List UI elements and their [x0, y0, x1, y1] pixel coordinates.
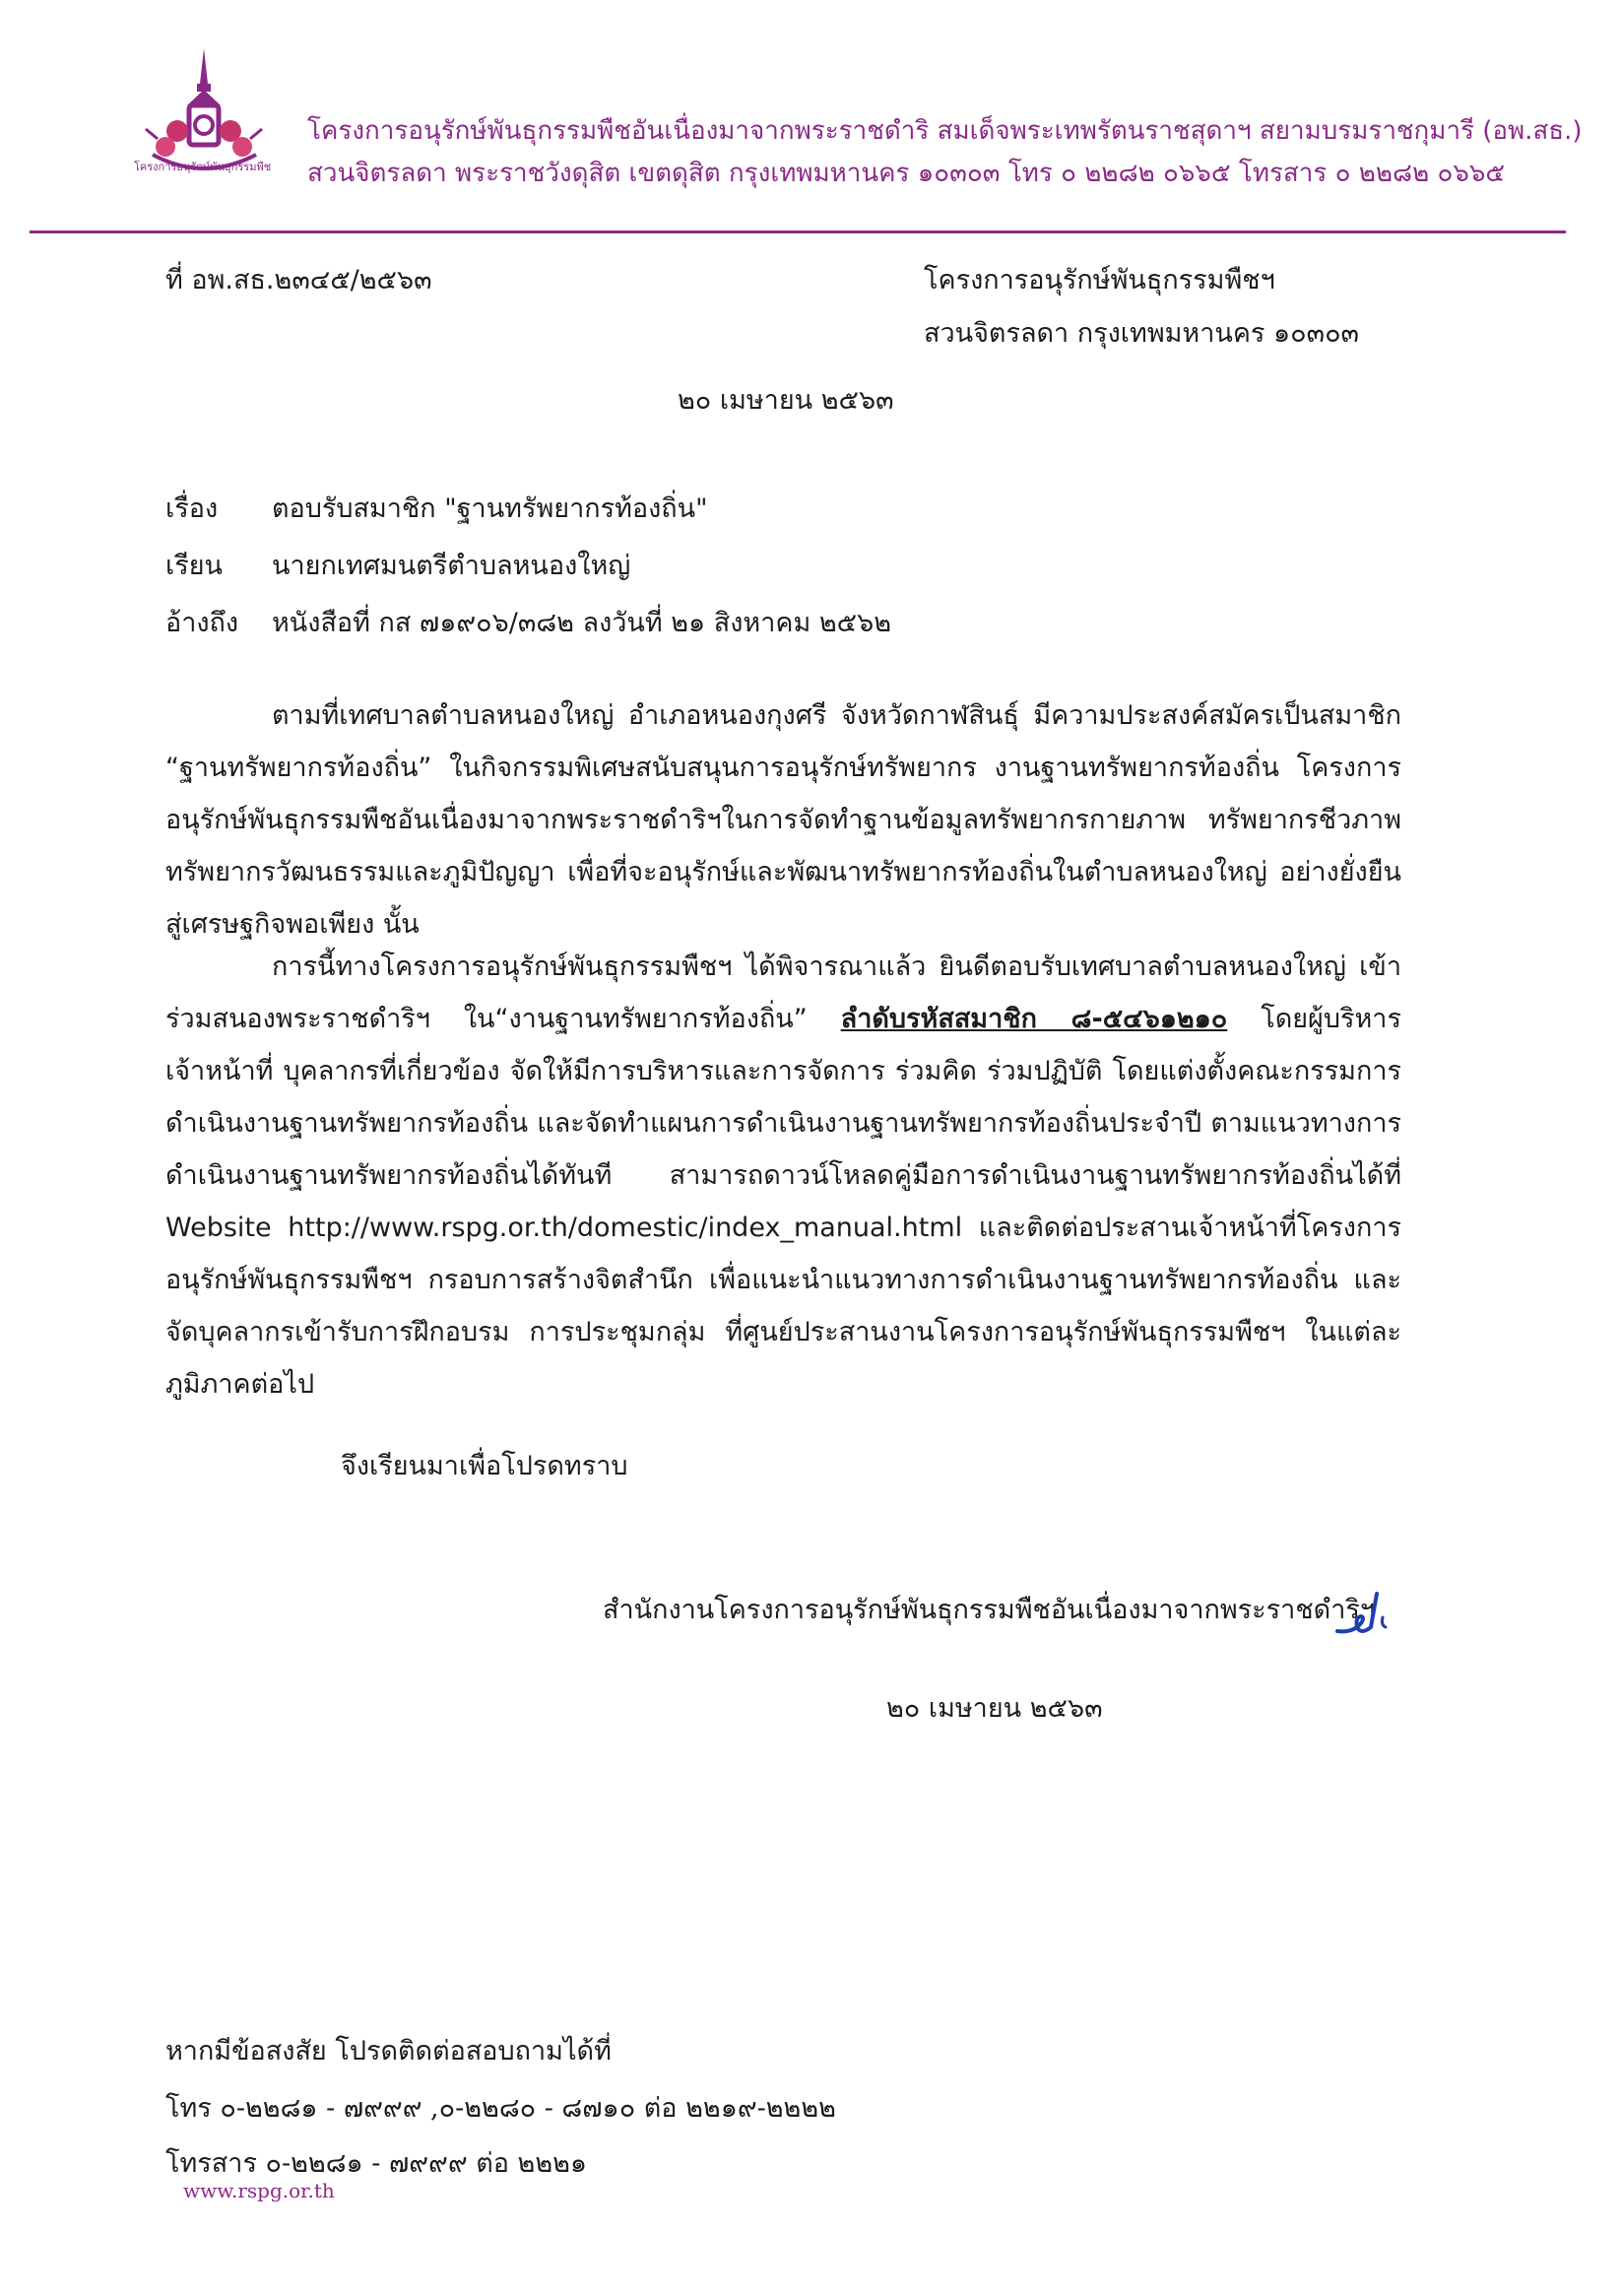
membership-intro: ร่วมสนองพระราชดำริฯ ใน“งานฐานทรัพยากรท้องถิ่น” — [165, 1004, 841, 1034]
reference-label: อ้างถึง — [165, 608, 239, 638]
paragraph-2-line: ดำเนินงานฐานทรัพยากรท้องถิ่นได้ทันที สามารถดาวน์โหลดคู่มือการดำเนินงานฐานทรัพยากรท้องถิ่นได้ที่ — [165, 1160, 1401, 1191]
contact-website: www.rspg.or.th — [183, 2179, 335, 2202]
logo-caption: โครงการอนุรักษ์พันธุกรรมพืช — [134, 161, 272, 173]
subject-value: ตอบรับสมาชิก "ฐานทรัพยากรท้องถิ่น" — [272, 493, 708, 524]
paragraph-2-line: อนุรักษ์พันธุกรรมพืชฯ กรอบการสร้างจิตสำนึก เพื่อแนะนำแนวทางการดำเนินงานฐานทรัพยากรท้องถิ่น และ — [165, 1265, 1401, 1295]
paragraph-2-line-membership — [165, 993, 1401, 1045]
membership-tail: โดยผู้บริหาร — [1227, 1004, 1401, 1034]
letterhead-rule — [30, 230, 1566, 233]
closing-remark: จึงเรียนมาเพื่อโปรดทราบ — [341, 1451, 628, 1481]
paragraph-2-line: ดำเนินงานฐานทรัพยากรท้องถิ่น และจัดทำแผนการดำเนินงานฐานทรัพยากรท้องถิ่นประจำปี ตามแนวทางการ — [165, 1108, 1401, 1139]
paragraph-2-line: ภูมิภาคต่อไป — [165, 1369, 315, 1400]
reference-value: หนังสือที่ กส ๗๑๙๐๖/๓๘๒ ลงวันที่ ๒๑ สิงหาคม ๒๕๖๒ — [272, 608, 892, 638]
paragraph-2-line: การนี้ทางโครงการอนุรักษ์พันธุกรรมพืชฯ ได้พิจารณาแล้ว ยินดีตอบรับเทศบาลตำบลหนองใหญ่ เข้า — [272, 951, 1401, 982]
signature-date: ๒๐ เมษายน ๒๕๖๓ — [886, 1693, 1103, 1724]
letterhead-address: สวนจิตรลดา พระราชวังดุสิต เขตดุสิต กรุงเทพมหานคร ๑๐๓๐๓ โทร ๐ ๒๒๘๒ ๐๖๖๕ โทรสาร ๐ ๒๒๘๒ ๐๖๖๕ — [307, 159, 1506, 188]
sender-name: โครงการอนุรักษ์พันธุกรรมพืชฯ — [924, 265, 1275, 295]
paragraph-2-line: จัดบุคลากรเข้ารับการฝึกอบรม การประชุมกลุ่ม ที่ศูนย์ประสานงานโครงการอนุรักษ์พันธุกรรมพืชฯ ในแต่ละ — [165, 1317, 1401, 1347]
paragraph-2 — [165, 941, 1401, 1410]
handwritten-signature — [1331, 1584, 1400, 1643]
contact-phone: โทร ๐-๒๒๘๑ - ๗๙๙๙ ,๐-๒๒๘๐ - ๘๗๑๐ ต่อ ๒๒๑๙-๒๒๒๒ — [165, 2093, 836, 2124]
signature-office: สำนักงานโครงการอนุรักษ์พันธุกรรมพืชอันเนื่องมาจากพระราชดำริฯ — [603, 1595, 1376, 1625]
paragraph-2-line: เจ้าหน้าที่ บุคลากรที่เกี่ยวข้อง จัดให้มีการบริหารและการจัดการ ร่วมคิด ร่วมปฏิบัติ โดยแต่งตั้งคณะกรรมการ — [165, 1056, 1401, 1086]
sender-address: สวนจิตรลดา กรุงเทพมหานคร ๑๐๓๐๓ — [924, 318, 1360, 349]
paragraph-1-line: ทรัพยากรวัฒนธรรมและภูมิปัญญา เพื่อที่จะอนุรักษ์และพัฒนาทรัพยากรท้องถิ่นในตำบลหนองใหญ่ อย่างยั่งยืน — [165, 857, 1401, 887]
paragraph-1-line: สู่เศรษฐกิจพอเพียง นั้น — [165, 909, 420, 940]
subject-label: เรื่อง — [165, 493, 219, 524]
recipient-value: นายกเทศมนตรีตำบลหนองใหญ่ — [272, 551, 631, 581]
contact-fax: โทรสาร ๐-๒๒๘๑ - ๗๙๙๙ ต่อ ๒๒๒๑ — [165, 2148, 588, 2179]
paragraph-1-line: อนุรักษ์พันธุกรรมพืชอันเนื่องมาจากพระราชดำริฯในการจัดทำฐานข้อมูลทรัพยากรกายภาพ ทรัพยากรชีวภาพ — [165, 805, 1401, 835]
letter-date: ๒๐ เมษายน ๒๕๖๓ — [678, 385, 894, 416]
document-number: ที่ อพ.สธ.๒๓๔๕/๒๕๖๓ — [165, 265, 432, 295]
recipient-label: เรียน — [165, 551, 224, 581]
paragraph-1 — [165, 689, 1401, 951]
contact-heading: หากมีข้อสงสัย โปรดติดต่อสอบถามได้ที่ — [165, 2036, 612, 2066]
paragraph-2-website-line: Website http://www.rspg.or.th/domestic/index_manual.html และติดต่อประสานเจ้าหน้าที่โครงการ — [165, 1213, 1401, 1243]
paragraph-1-line: ตามที่เทศบาลตำบลหนองใหญ่ อำเภอหนองกุงศรี จังหวัดกาฬสินธุ์ มีความประสงค์สมัครเป็นสมาชิก — [272, 700, 1401, 731]
paragraph-1-line: “ฐานทรัพยากรท้องถิ่น” ในกิจกรรมพิเศษสนับสนุนการอนุรักษ์ทรัพยากร งานฐานทรัพยากรท้องถิ่น โครงการ — [165, 753, 1401, 783]
member-code: ลำดับรหัสสมาชิก ๘-๕๔๖๑๒๑๐ — [840, 1004, 1228, 1034]
letterhead-organization: โครงการอนุรักษ์พันธุกรรมพืชอันเนื่องมาจากพระราชดำริ สมเด็จพระเทพรัตนราชสุดาฯ สยามบรมราชกุมารี (อพ.สธ.) — [307, 116, 1583, 146]
